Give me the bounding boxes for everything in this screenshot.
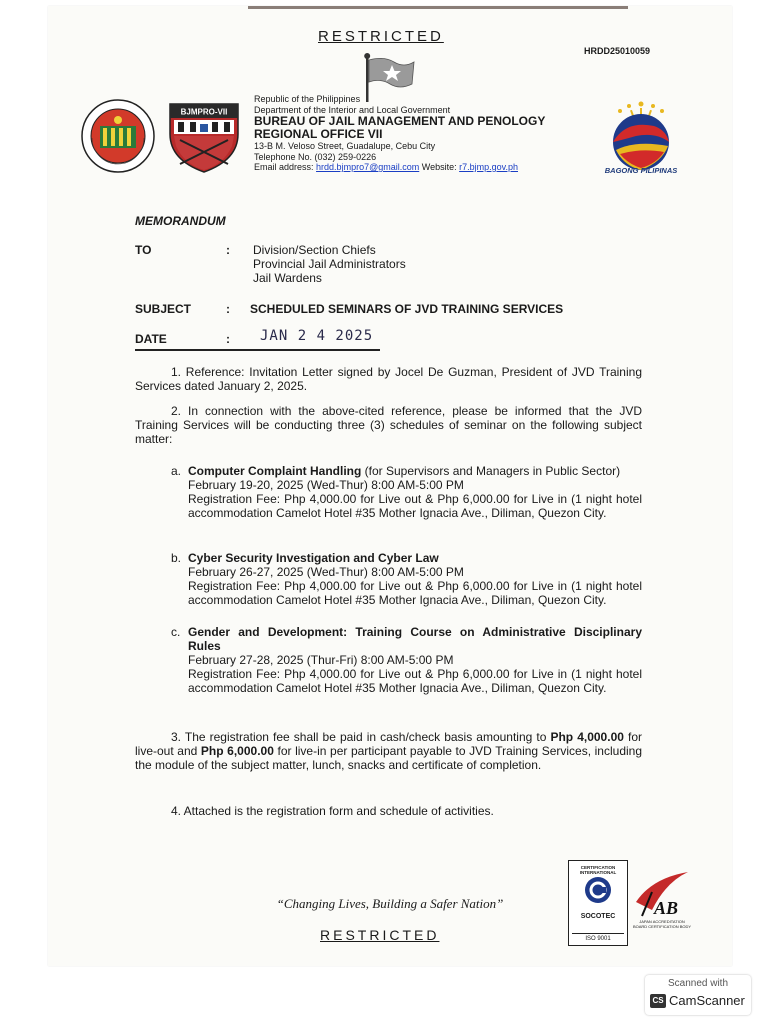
address-line: 13-B M. Veloso Street, Guadalupe, Cebu City: [254, 141, 436, 151]
bjmp-seal-logo: [80, 98, 156, 174]
p3-text-a: 3. The registration fee shall be paid in cash/check basis amounting to: [171, 730, 551, 744]
item-marker: a.: [171, 464, 182, 478]
seminar-schedule: February 19-20, 2025 (Wed-Thur) 8:00 AM-5:00 PM: [188, 478, 464, 492]
paragraph-1: 1. Reference: Invitation Letter signed by Jocel De Guzman, President of JVD Training Services dated January 2, 2025.: [135, 365, 642, 393]
subject-label: SUBJECT: [135, 302, 192, 316]
department-line: Department of the Interior and Local Government: [254, 104, 451, 115]
paragraph-2: 2. In connection with the above-cited reference, please be informed that the JVD Training Services will be conducting three (3) schedules of seminar on the following subject matter:: [135, 404, 642, 446]
date-colon: :: [226, 332, 230, 346]
motto: “Changing Lives, Building a Safer Nation”: [276, 896, 504, 911]
contact-line: [254, 162, 545, 173]
email-link[interactable]: hrdd.bjmpro7@gmail.com: [316, 162, 420, 172]
seminar-fee: Registration Fee: Php 4,000.00 for Live out & Php 6,000.00 for Live in (1 night hotel accommodation Camelot Hotel #35 Mother Ignacia Ave., Diliman, Quezon City.: [188, 667, 642, 695]
seminar-title: Computer Complaint Handling: [188, 464, 362, 478]
recipient-line: Division/Section Chiefs: [253, 243, 376, 257]
seminar-title: Cyber Security Investigation and Cyber Law: [188, 551, 439, 565]
subject-value: SCHEDULED SEMINARS OF JVD TRAINING SERVICES: [250, 302, 564, 316]
recipient-line: Provincial Jail Administrators: [253, 257, 406, 271]
bagong-pilipinas-label: BAGONG PILIPINAS: [604, 166, 678, 175]
seminar-item: [171, 464, 642, 520]
subject-colon: :: [226, 302, 230, 316]
seminar-schedule: February 27-28, 2025 (Thur-Fri) 8:00 AM-5:00 PM: [188, 653, 454, 667]
seminar-fee: Registration Fee: Php 4,000.00 for Live out & Php 6,000.00 for Live in (1 night hotel accommodation Camelot Hotel #35 Mother Ignacia Ave., Diliman, Quezon City.: [188, 492, 642, 520]
p3-text-c: for live-in per participant payable to JVD Training Services, including the module of the subject matter, lunch, snacks and certificate of completion.: [135, 744, 643, 772]
camscanner-icon: CS: [650, 994, 666, 1008]
p3-amount-liveout: Php 4,000.00: [550, 730, 624, 744]
classification-top: RESTRICTED: [318, 28, 444, 45]
paragraph-4: 4. Attached is the registration form and schedule of activities.: [171, 804, 494, 818]
seminar-item: [171, 625, 642, 695]
telephone-line: Telephone No. (032) 259-0226: [254, 151, 377, 162]
shield-label: BJMPRO-VII: [180, 107, 228, 117]
socotec-name: SOCOTEC: [580, 913, 616, 920]
camscanner-label: CamScanner: [669, 993, 745, 1008]
letterhead: [254, 94, 545, 173]
bjmpro-vii-shield-logo: [164, 94, 244, 174]
date-underline: [135, 349, 380, 351]
camscanner-watermark: [645, 975, 751, 1015]
to-recipients: [253, 243, 406, 285]
item-marker: c.: [171, 625, 181, 639]
paragraph-3: [135, 730, 642, 772]
to-colon: :: [226, 243, 230, 257]
email-label: Email address:: [254, 162, 314, 172]
document-page: [48, 6, 732, 966]
website-link[interactable]: r7.bjmp.gov.ph: [459, 162, 518, 172]
seminar-title: Gender and Development: Training Course on Administrative Disciplinary Rules: [188, 625, 642, 653]
jab-mark: AB: [654, 898, 679, 918]
socotec-mark-icon: [583, 875, 613, 905]
jab-text: JAPAN ACCREDITATION BOARD CERTIFICATION BODY: [632, 919, 692, 929]
iso-label: ISO 9001: [572, 933, 624, 942]
p3-amount-livein: Php 6,000.00: [200, 744, 274, 758]
seminar-schedule: February 26-27, 2025 (Wed-Thur) 8:00 AM-5:00 PM: [188, 565, 464, 579]
bagong-pilipinas-logo: [596, 96, 686, 176]
seminar-item: [171, 551, 642, 607]
jab-accreditation-badge: [632, 868, 692, 938]
regional-office: REGIONAL OFFICE VII: [254, 127, 383, 141]
classification-bottom: RESTRICTED: [320, 927, 440, 943]
seminar-title-note: (for Supervisors and Managers in Public Sector): [361, 464, 621, 478]
document-number: HRDD25010059: [584, 46, 651, 56]
agency-name: BUREAU OF JAIL MANAGEMENT AND PENOLOGY: [254, 114, 546, 128]
jab-mark-icon: [632, 868, 692, 920]
scanned-with-label: Scanned with: [667, 978, 729, 989]
item-marker: b.: [171, 551, 182, 565]
memorandum-label: MEMORANDUM: [135, 214, 226, 228]
to-label: TO: [135, 243, 152, 257]
date-stamp: JAN 2 4 2025: [260, 328, 374, 344]
republic-line: Republic of the Philippines: [254, 94, 361, 104]
seminar-fee: Registration Fee: Php 4,000.00 for Live out & Php 6,000.00 for Live in (1 night hotel accommodation Camelot Hotel #35 Mother Ignacia Ave., Diliman, Quezon City.: [188, 579, 642, 607]
socotec-certification-badge: [568, 860, 628, 946]
recipient-line: Jail Wardens: [253, 271, 322, 285]
p3-text-b: for live-out and: [135, 730, 642, 758]
website-label: Website:: [421, 162, 457, 172]
date-label: DATE: [135, 332, 167, 346]
scan-edge: [248, 6, 628, 9]
socotec-top-label: CERTIFICATION INTERNATIONAL: [579, 865, 617, 875]
